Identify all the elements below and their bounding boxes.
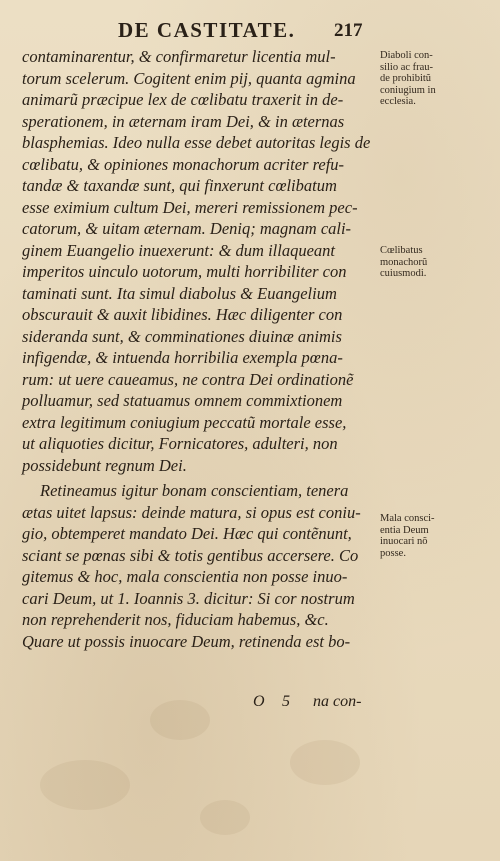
text-line: imperitos uinculo uotorum, multi horribiliter con xyxy=(22,262,347,281)
margin-note-line: silio ac frau- xyxy=(380,61,434,73)
text-line: extra legitimum coniugium peccatũ mortale esse, xyxy=(22,412,347,432)
text-line: possidebunt regnum Dei. xyxy=(22,455,187,475)
margin-note xyxy=(380,50,495,108)
margin-note xyxy=(380,245,495,280)
text-line: catorum, & uitam æternam. Deniq; magnam cali- xyxy=(22,219,352,238)
paper-stain xyxy=(200,800,250,835)
paper-stain xyxy=(40,760,130,810)
margin-note-line: entia Deum xyxy=(380,524,429,536)
page-header xyxy=(0,18,500,42)
margin-note-line: cuiusmodi. xyxy=(380,268,427,279)
text-line: sciant se pœnas sibi & totis gentibus accersere. Co xyxy=(22,545,359,565)
text-line: Quare ut possis inuocare Deum, retinenda est bo- xyxy=(22,631,351,651)
margin-note-line: Mala consci- xyxy=(380,513,435,524)
text-line: gitemus & hoc, mala conscientia non posse inuo- xyxy=(22,567,348,586)
margin-note-line: ecclesia. xyxy=(380,96,416,107)
margin-note-line: Diaboli con- xyxy=(380,50,433,61)
text-line: infigendæ, & intuenda horribilia exempla pœna- xyxy=(22,348,343,367)
margin-note-line: coniugium in xyxy=(380,84,436,96)
margin-note xyxy=(380,513,495,559)
running-head: DE CASTITATE. xyxy=(118,18,296,42)
text-line: ætas uitet lapsus: deinde matura, si opus est coniu- xyxy=(22,502,361,522)
text-line: sperationem, in æternam iram Dei, & in æternas xyxy=(22,111,345,131)
text-line: animarũ præcipue lex de cœlibatu traxerit in de- xyxy=(22,90,344,109)
text-line: rum: ut uere caueamus, ne contra Dei ordinationẽ xyxy=(22,369,354,389)
margin-note-line: inuocari nõ xyxy=(380,536,428,547)
catchword: na con- xyxy=(313,693,362,710)
text-line: taminati sunt. Ita simul diabolus & Euangelium xyxy=(22,283,337,303)
text-line: non reprehenderit nos, fiduciam habemus, &c. xyxy=(22,610,329,629)
text-line: obscurauit & auxit libidines. Hæc diligenter con xyxy=(22,305,343,324)
margin-note-line: Cœlibatus xyxy=(380,245,423,256)
text-line: torum scelerum. Cogitent enim pij, quanta agmina xyxy=(22,68,356,88)
paper-stain xyxy=(290,740,360,785)
text-line: ut aliquoties dicitur, Fornicatores, adulteri, non xyxy=(22,434,338,453)
text-line: tandæ & taxandæ sunt, qui finxerunt cœlibatum xyxy=(22,176,337,195)
text-line: esse eximium cultum Dei, mereri remissionem pec- xyxy=(22,197,358,217)
margin-note-line: posse. xyxy=(380,547,406,559)
margin-note-line: monachorũ xyxy=(380,256,428,268)
text-line: sideranda sunt, & comminationes diuinæ animis xyxy=(22,326,342,346)
page-number: 217 xyxy=(334,20,363,41)
margin-note-line: de prohibitũ xyxy=(380,73,432,84)
text-line: polluamur, sed statuamus omnem commixtionem xyxy=(22,391,343,410)
text-line: blasphemias. Ideo nulla esse debet autoritas legis de xyxy=(22,133,371,152)
text-line: cœlibatu, & opiniones monachorum acriter refu- xyxy=(22,154,345,174)
text-line: gio, obtemperet mandato Dei. Hæc qui contẽnunt, xyxy=(22,524,352,543)
body-text xyxy=(22,46,377,652)
signature-mark: O xyxy=(253,693,265,710)
signature-number: 5 xyxy=(282,693,290,710)
text-line: Retineamus igitur bonam conscientiam, tenera xyxy=(40,481,349,500)
text-line: contaminarentur, & confirmaretur licentia mul- xyxy=(22,47,336,66)
page-footer xyxy=(0,693,500,715)
text-line: ginem Euangelio inuexerunt: & dum illaqueant xyxy=(22,240,335,260)
text-line: cari Deum, ut 1. Ioannis 3. dicitur: Si cor nostrum xyxy=(22,588,355,608)
